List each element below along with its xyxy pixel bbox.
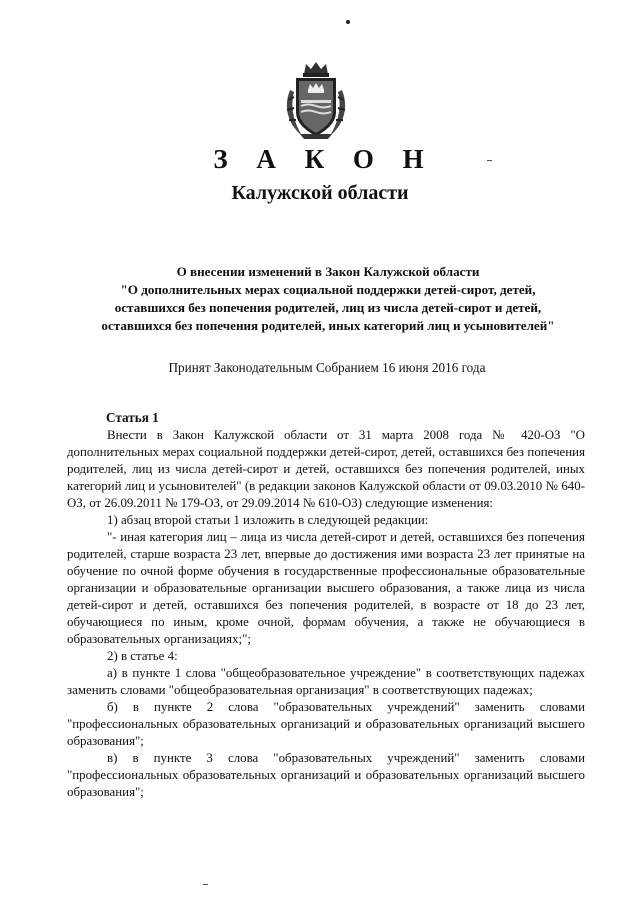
stray-mark bbox=[203, 884, 208, 885]
coat-of-arms-icon bbox=[282, 60, 350, 140]
adoption-note: Принят Законодательным Собранием 16 июня 2016 года bbox=[168, 360, 486, 375]
heading-line: "О дополнительных мерах социальной поддержки детей-сирот, детей, bbox=[120, 282, 536, 297]
article-body bbox=[67, 427, 585, 801]
article-paragraph: б) в пункте 2 слова "образовательных учреждений" заменить словами "профессиональных образовательных организаций и образовательных организаций высшего образования"; bbox=[67, 700, 585, 748]
article-title: Статья 1 bbox=[106, 410, 159, 425]
article-paragraph: Внести в Закон Калужской области от 31 марта 2008 года № 420-ОЗ "О дополнительных мерах социальной поддержки детей-сирот, детей, оставшихся без попечения родителей, лиц из числа детей-сирот и детей, оставшихся без попечения родителей, иных категорий лиц и усыновителей" (в редакции законов Калужской области от 09.03.2010 № 640-ОЗ, от 26.09.2011 № 179-ОЗ, от 29.09.2014 № 610-ОЗ) следующие изменения: bbox=[67, 428, 585, 510]
law-heading bbox=[60, 263, 596, 335]
heading-line: оставшихся без попечения родителей, иных категорий лиц и усыновителей" bbox=[101, 318, 555, 333]
region-title: Калужской области bbox=[231, 182, 409, 204]
heading-line: оставшихся без попечения родителей, лиц из числа детей-сирот и детей, bbox=[114, 300, 542, 315]
article-paragraph: "- иная категория лиц – лица из числа детей-сирот и детей, оставшихся без попечения родителей, старше возраста 23 лет, впервые до достижения ими возраста 23 лет принятые на обучение по очной форме обучения в государственные профессиональные образовательные организации и образовательные организации высшего образования, а также лица из числа детей-сирот и детей, оставшихся без попечения родителей, в возрасте от 18 до 23 лет, обучающиеся по иным, кроме очной, формам обучения, а также не обучающиеся в образовательных организациях;"; bbox=[67, 530, 585, 646]
article-paragraph: 1) абзац второй статьи 1 изложить в следующей редакции: bbox=[107, 513, 429, 527]
article-paragraph: а) в пункте 1 слова "общеобразовательное учреждение" в соответствующих падежах заменить словами "общеобразовательная организация" в соответствующих падежах; bbox=[67, 666, 585, 697]
article-paragraph: в) в пункте 3 слова "образовательных учреждений" заменить словами "профессиональных образовательных организаций и образовательных организаций высшего образования"; bbox=[67, 751, 585, 799]
stray-mark bbox=[346, 20, 350, 24]
heading-line: О внесении изменений в Закон Калужской области bbox=[176, 264, 480, 279]
article-paragraph: 2) в статье 4: bbox=[107, 649, 178, 663]
law-title: З А К О Н bbox=[213, 144, 435, 174]
